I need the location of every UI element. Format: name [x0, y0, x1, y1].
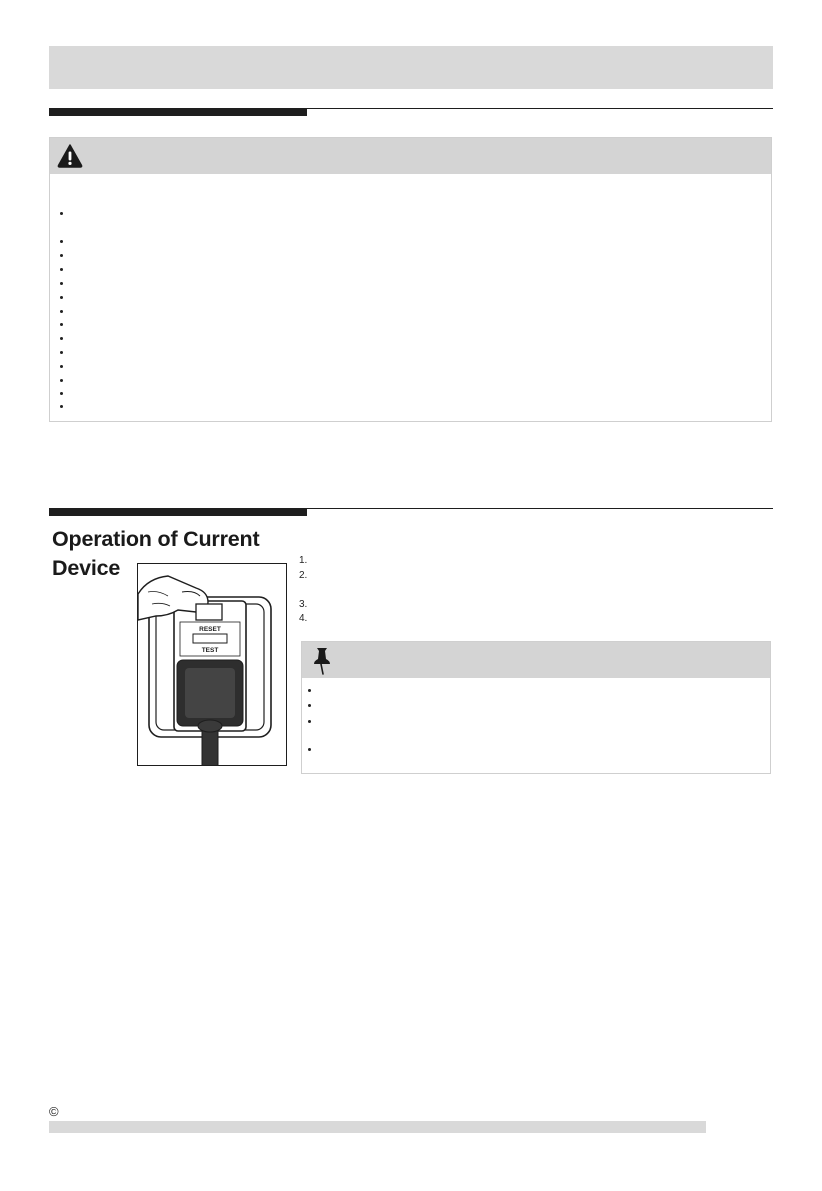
section-title-line2: Device: [52, 556, 121, 580]
list-item: [60, 403, 68, 411]
list-item: 2.: [299, 570, 308, 581]
list-item: 3.: [299, 599, 308, 610]
list-item: [60, 266, 68, 274]
list-item: [60, 252, 68, 260]
list-item: [60, 210, 68, 218]
list-item: [60, 294, 68, 302]
list-item: [60, 335, 68, 343]
section-rule-thick: [49, 108, 307, 116]
list-item: [60, 308, 68, 316]
copyright-symbol: ©: [49, 1104, 59, 1119]
note-box: [301, 641, 771, 774]
test-label: TEST: [201, 647, 219, 654]
note-header: [302, 642, 770, 678]
list-item: 1.: [299, 555, 308, 566]
section-title-line1: Operation of Current: [52, 527, 260, 551]
warning-box: [49, 137, 772, 422]
list-item: 4.: [299, 613, 308, 624]
list-item: [60, 377, 68, 385]
section-rule-thin: [307, 108, 773, 109]
device-drawing: [138, 564, 287, 766]
list-item: [60, 238, 68, 246]
list-item: [308, 718, 316, 726]
list-item: [60, 349, 68, 357]
warning-triangle-icon: [57, 143, 83, 169]
list-item: [60, 321, 68, 329]
list-item: [308, 702, 316, 710]
list-item: [308, 687, 316, 695]
section-rule-thin: [307, 508, 773, 509]
section-rule-thick: [49, 508, 307, 516]
reset-label: RESET: [199, 626, 221, 633]
list-item: [60, 363, 68, 371]
pushpin-icon: [311, 646, 333, 676]
footer-band: [49, 1121, 706, 1133]
device-illustration: [137, 563, 287, 766]
page-header-band: [49, 46, 773, 89]
warning-header: [50, 138, 771, 174]
list-item: [308, 746, 316, 754]
list-item: [60, 390, 68, 398]
list-item: [60, 280, 68, 288]
